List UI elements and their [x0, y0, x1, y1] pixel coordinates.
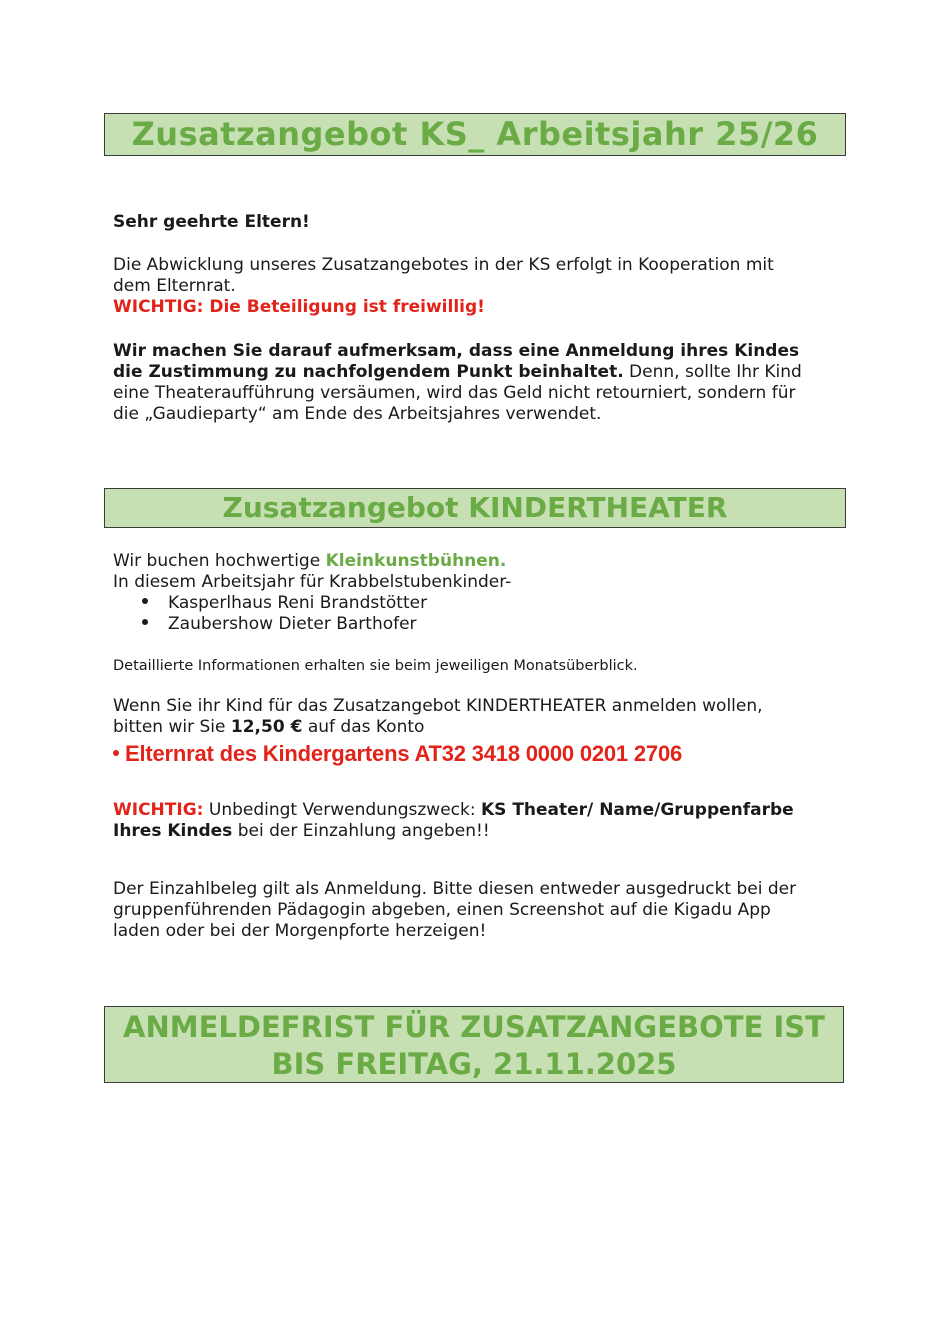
payment-line-2-prefix: bitten wir Sie — [113, 717, 231, 737]
receipt-line-3: laden oder bei der Morgenpforte herzeigen! — [113, 921, 487, 941]
list-item — [142, 593, 427, 614]
warning-text: Unbedingt Verwendungszweck: — [203, 800, 481, 820]
notice-bold-line-2: die Zustimmung zu nachfolgendem Punkt beinhaltet. — [113, 362, 624, 382]
warning-bold-2: Ihres Kindes — [113, 821, 233, 841]
deadline-line-2: BIS FREITAG, 21.11.2025 — [271, 1047, 677, 1081]
payment-line-2-suffix: auf das Konto — [302, 717, 425, 737]
bank-account-text: Elternrat des Kindergartens AT32 3418 0000 0201 2706 — [125, 741, 683, 766]
theater-line-2: In diesem Arbeitsjahr für Krabbelstubenkinder- — [113, 572, 512, 592]
warning-line-2 — [113, 821, 490, 842]
bank-account — [113, 741, 682, 767]
notice-line-2 — [113, 362, 802, 383]
payment-amount: 12,50 € — [230, 717, 303, 737]
payment-line-1: Wenn Sie ihr Kind für das Zusatzangebot KINDERTHEATER anmelden wollen, — [113, 696, 763, 716]
warning-label: WICHTIG: — [113, 800, 204, 820]
bullet-icon — [113, 750, 119, 756]
list-item-label: Zaubershow Dieter Barthofer — [168, 614, 417, 634]
warning-bold-1: KS Theater/ Name/Gruppenfarbe — [480, 800, 794, 820]
theater-title-box — [104, 488, 846, 528]
theater-title: Zusatzangebot KINDERTHEATER — [222, 491, 728, 524]
page-title: Zusatzangebot KS_ Arbeitsjahr 25/26 — [131, 115, 819, 153]
info-text: Detaillierte Informationen erhalten sie beim jeweiligen Monatsüberblick. — [113, 658, 638, 674]
intro-line-1: Die Abwicklung unseres Zusatzangebotes in der KS erfolgt in Kooperation mit — [113, 255, 774, 275]
notice-bold-line-1: Wir machen Sie darauf aufmerksam, dass eine Anmeldung ihres Kindes — [113, 341, 800, 361]
page-title-box — [104, 113, 846, 156]
notice-line-3: eine Theateraufführung versäumen, wird das Geld nicht retourniert, sondern für — [113, 383, 796, 403]
warning-line-1 — [113, 800, 794, 821]
list-item-label: Kasperlhaus Reni Brandstötter — [168, 593, 428, 613]
receipt-line-2: gruppenführenden Pädagogin abgeben, einen Screenshot auf die Kigadu App — [113, 900, 771, 920]
bullet-icon — [142, 598, 148, 604]
payment-line-2 — [113, 717, 424, 738]
list-item — [142, 614, 417, 635]
theater-line-1 — [113, 551, 506, 572]
greeting: Sehr geehrte Eltern! — [113, 212, 310, 232]
receipt-line-1: Der Einzahlbeleg gilt als Anmeldung. Bitte diesen entweder ausgedruckt bei der — [113, 879, 797, 899]
deadline-line-1: ANMELDEFRIST FÜR ZUSATZANGEBOTE IST — [123, 1010, 825, 1044]
intro-line-2: dem Elternrat. — [113, 276, 236, 296]
notice-rest-line-2: Denn, sollte Ihr Kind — [623, 362, 802, 382]
bullet-icon — [142, 619, 148, 625]
warning-end: bei der Einzahlung angeben!! — [232, 821, 490, 841]
deadline-box — [104, 1006, 844, 1083]
theater-highlight: Kleinkunstbühnen. — [325, 551, 507, 571]
notice-line-4: die „Gaudieparty“ am Ende des Arbeitsjahres verwendet. — [113, 404, 602, 424]
important-notice: WICHTIG: Die Beteiligung ist freiwillig! — [113, 297, 485, 317]
theater-line-1-prefix: Wir buchen hochwertige — [113, 551, 326, 571]
